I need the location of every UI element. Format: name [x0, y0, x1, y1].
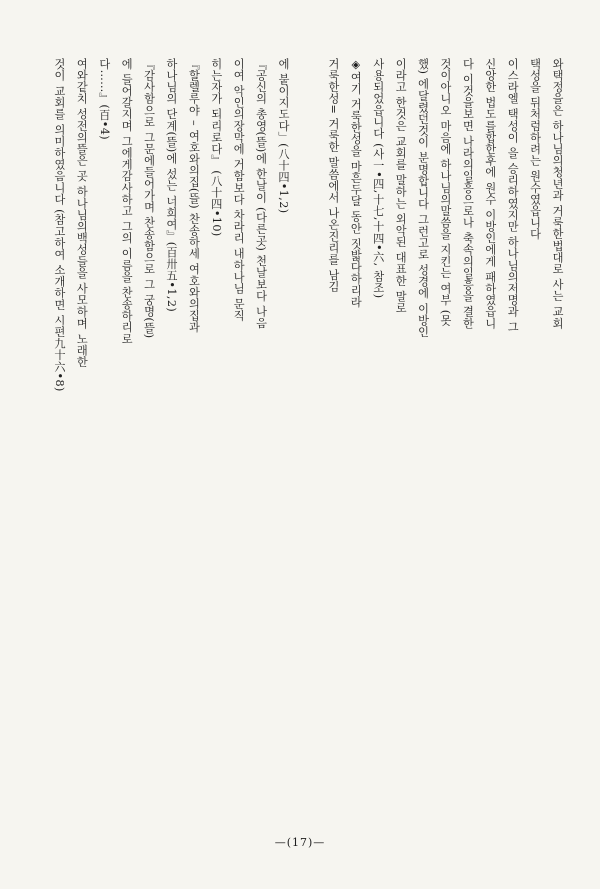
text-column: 와택정을은 하나님의청년과 거룩한법대로 사는 교회	[551, 58, 564, 330]
text-column: ◈여기 거룩한성을 마흔두달 동안 짓밟다하리라	[349, 58, 363, 308]
text-column: 하나님의 단계(뜰)에 섰는 너희여』(百卅五•1,2)	[164, 58, 178, 313]
text-column: 『할렐루야 – 여호와의집(뜰) 찬송하세 여호와의집과	[187, 58, 201, 333]
text-column: 이여 악인의장막에 거함보다 차라리 내하나님 문직	[232, 58, 246, 322]
text-column: 여와같치 성전의뜰은 곳 하나님의백성들을 사모하며 노래한	[75, 58, 89, 368]
page-number: —(17)—	[274, 836, 326, 849]
text-column	[44, 58, 48, 826]
text-column: 이스라엘 택성이 을 승리하였지만 하나님의저명과 그	[506, 58, 520, 333]
text-column: 택성을 뒤처럼하려는 원수였읍니다	[528, 58, 542, 240]
text-column: 『감사함으로 그문에들어가며 찬송함으로 그 궁명(뜰)	[142, 58, 156, 339]
text-column: 다……』(百•4)	[97, 58, 111, 141]
text-column: 이라고 한것은 교회를 말하는 외악된 대표한 말로	[394, 58, 408, 314]
text-column: 했) 에달렸던것이 분명합니다 그런고로 성경에 이방인	[416, 58, 430, 338]
text-column: 에 붙이지도다」(八十四•1,2)	[277, 58, 290, 214]
text-column: 다 이것을보면 나라의일흥으로나 축속의일흥을 결한	[461, 58, 475, 330]
text-column: 히는자가 되리로다』 (八十四•10)	[209, 58, 223, 237]
text-column: 신앙한 법도를합한후에 원수 이방인에게 패하였읍니	[483, 58, 497, 330]
text-block-left	[44, 58, 294, 826]
text-column: 사용되었읍니다 (사一•四,十七,十四•六, 참조)	[371, 58, 385, 299]
text-column: 것이아니오 마음에 하나님의말씀을 지킨는 여부 (못	[438, 58, 452, 327]
text-column: 『공신의 총영(뜰)에 한날이 (다른곳) 천날보다 나음	[254, 58, 268, 329]
text-column: 에 들어갈지며 그에게감사하고 그의 이름을 찬송하리로	[120, 58, 134, 345]
text-block-right	[318, 58, 568, 826]
text-column: 것이 교회를 의미하였음니다 (참고하여 소개하면 시편九十六•8)	[52, 58, 66, 392]
text-column: 거룩한성= 거룩한 말씀에서 나온진리를 남김	[326, 58, 340, 293]
